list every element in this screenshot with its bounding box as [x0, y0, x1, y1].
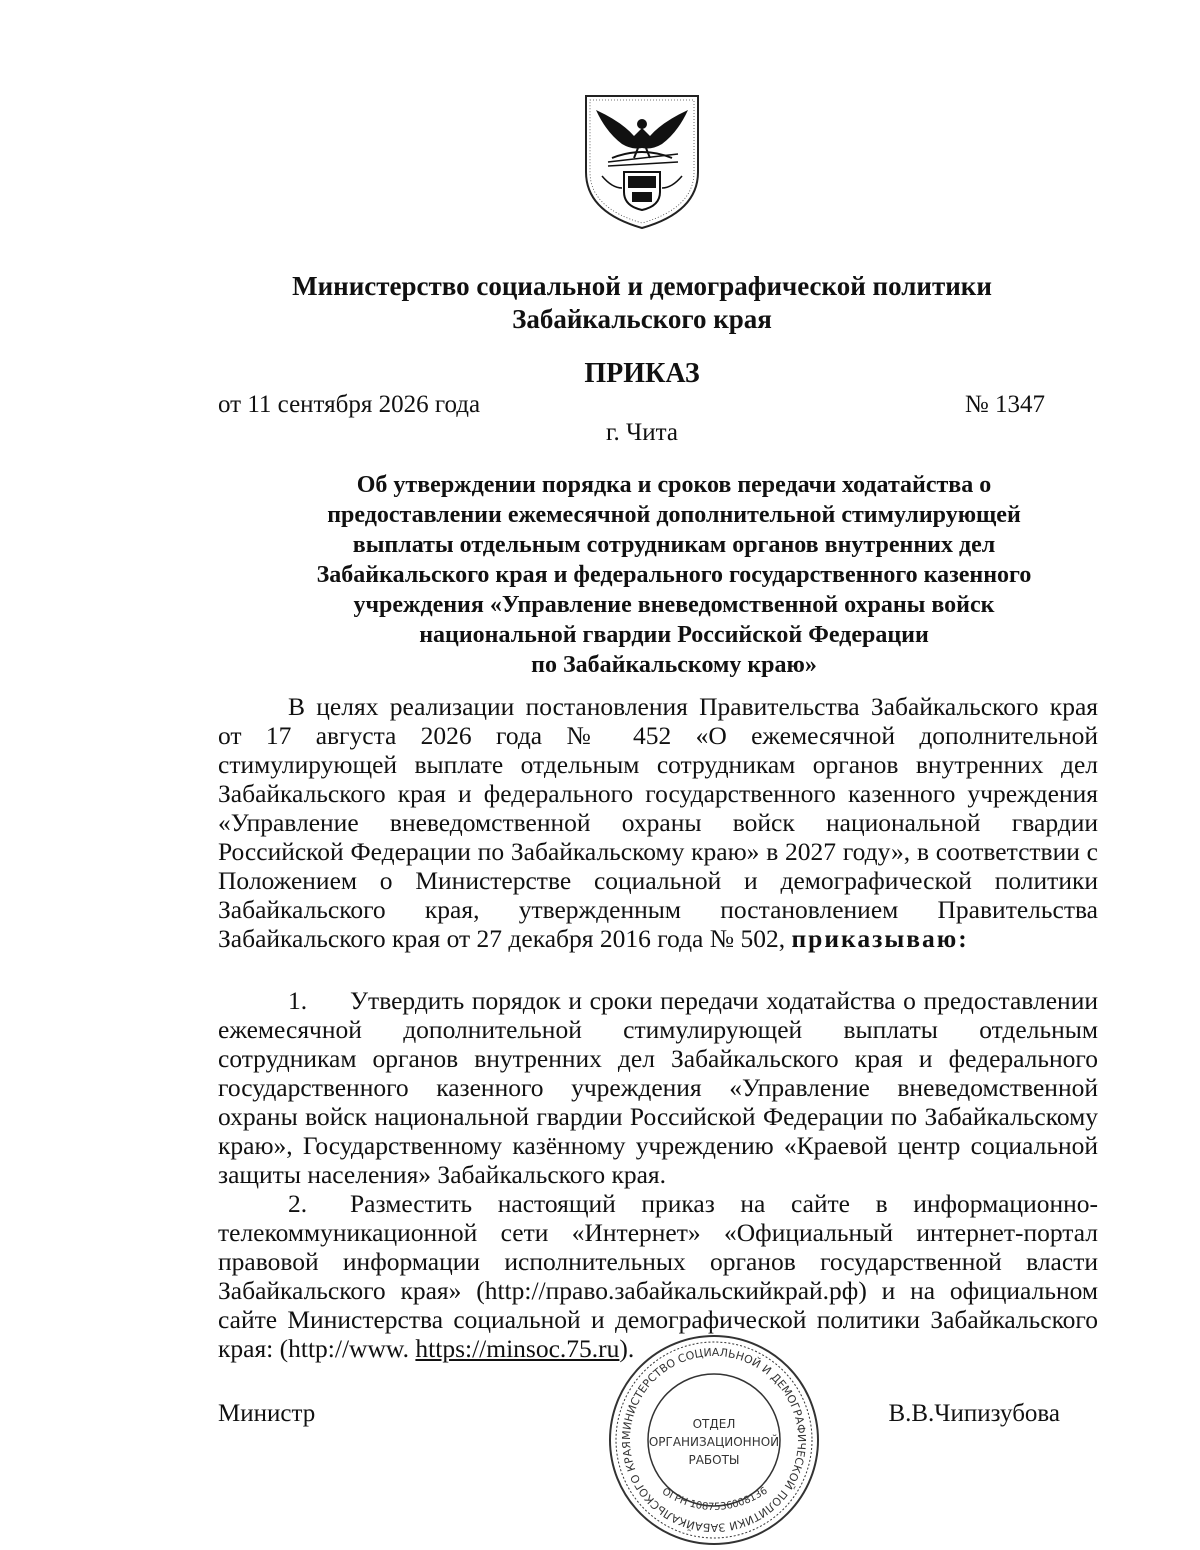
- numbered-item-1: [218, 986, 1098, 1189]
- preamble-block: [218, 692, 1098, 953]
- coat-of-arms-emblem: [582, 92, 702, 232]
- item-tail: ).: [619, 1334, 635, 1363]
- stamp-ogrn: ОГРН 1087536008136: [659, 1485, 770, 1514]
- ministry-name-line1: Министерство социальной и демографической политики: [292, 271, 992, 301]
- document-subject: [218, 470, 1130, 680]
- document-title: ПРИКАЗ: [584, 358, 700, 389]
- item-number: 2.: [288, 1189, 308, 1218]
- document-number: № 1347: [964, 391, 1045, 418]
- stamp-center-line1: ОТДЕЛ: [692, 1417, 736, 1431]
- preamble-paragraph: [218, 692, 1098, 953]
- subject-line: Забайкальского края и федерального государственного казенного: [316, 562, 1032, 588]
- minsoc-link[interactable]: https://minsoc.75.ru: [415, 1334, 620, 1363]
- ministry-header: [0, 270, 1200, 336]
- stamp-ring-text: МИНИСТЕРСТВО СОЦИАЛЬНОЙ И ДЕМОГРАФИЧЕСКОЙ ПОЛИТИКИ ЗАБАЙКАЛЬСКОГО КРАЯ: [619, 1345, 809, 1535]
- subject-line: учреждения «Управление вневедомственной охраны войск: [353, 592, 995, 618]
- order-word: приказываю:: [791, 924, 969, 953]
- stamp-center-line3: РАБОТЫ: [688, 1453, 740, 1467]
- item-number: 1.: [288, 986, 308, 1015]
- subject-line: по Забайкальскому краю»: [531, 652, 817, 678]
- signer-position: Министр: [218, 1400, 316, 1427]
- subject-line: предоставлении ежемесячной дополнительной стимулирующей: [327, 502, 1021, 528]
- items-block: [218, 986, 1098, 1363]
- stamp-center-line2: ОРГАНИЗАЦИОННОЙ: [648, 1435, 780, 1449]
- subject-line: Об утверждении порядка и сроков передачи ходатайства о: [356, 472, 992, 498]
- document-date: от 11 сентября 2026 года: [218, 391, 481, 418]
- preamble-text: В целях реализации постановления Правительства Забайкальского края от 17 августа 2026 года № 452 «О ежемесячной дополнительной стимулирующей выплате отдельным сотрудникам органов внутренних дел Забайкальского края и федерального государственного казенного учреждения «Управление вневедомственной охраны войск национальной гвардии Российской Федерации по Забайкальскому краю» в 2027 году», в соответствии с Положением о Министерстве социальной и демографической политики Забайкальского края, утвержденным постановлением Правительства Забайкальского края от 27 декабря 2016 года № 502,: [218, 692, 1098, 953]
- item-text: Разместить настоящий приказ на сайте в информационно-телекоммуникационной сети «Интернет» «Официальный интернет-портал правовой информации исполнительных органов государственной власти Забайкальского края» (http://право.забайкальскийкрай.рф) и на официальном сайте Министерства социальной и демографической политики Забайкальского края: (http://www.: [218, 1189, 1098, 1363]
- svg-text:ОГРН 1087536008136: [660, 1485, 770, 1513]
- subject-line: выплаты отдельным сотрудникам органов внутренних дел: [352, 532, 996, 558]
- document-city: г. Чита: [606, 419, 678, 446]
- official-stamp: [604, 1330, 824, 1550]
- ministry-name-line2: Забайкальского края: [512, 304, 772, 334]
- subject-line: национальной гвардии Российской Федерации: [419, 622, 929, 648]
- signer-name: В.В.Чипизубова: [888, 1400, 1060, 1427]
- item-text: Утвердить порядок и сроки передачи ходатайства о предоставлении ежемесячной дополнительной стимулирующей выплаты отдельным сотрудникам органов внутренних дел Забайкальского края и федерального государственного казенного учреждения «Управление вневедомственной охраны войск национальной гвардии Российской Федерации по Забайкальскому краю», Государственному казённому учреждению «Краевой центр социальной защиты населения» Забайкальского края.: [218, 986, 1098, 1189]
